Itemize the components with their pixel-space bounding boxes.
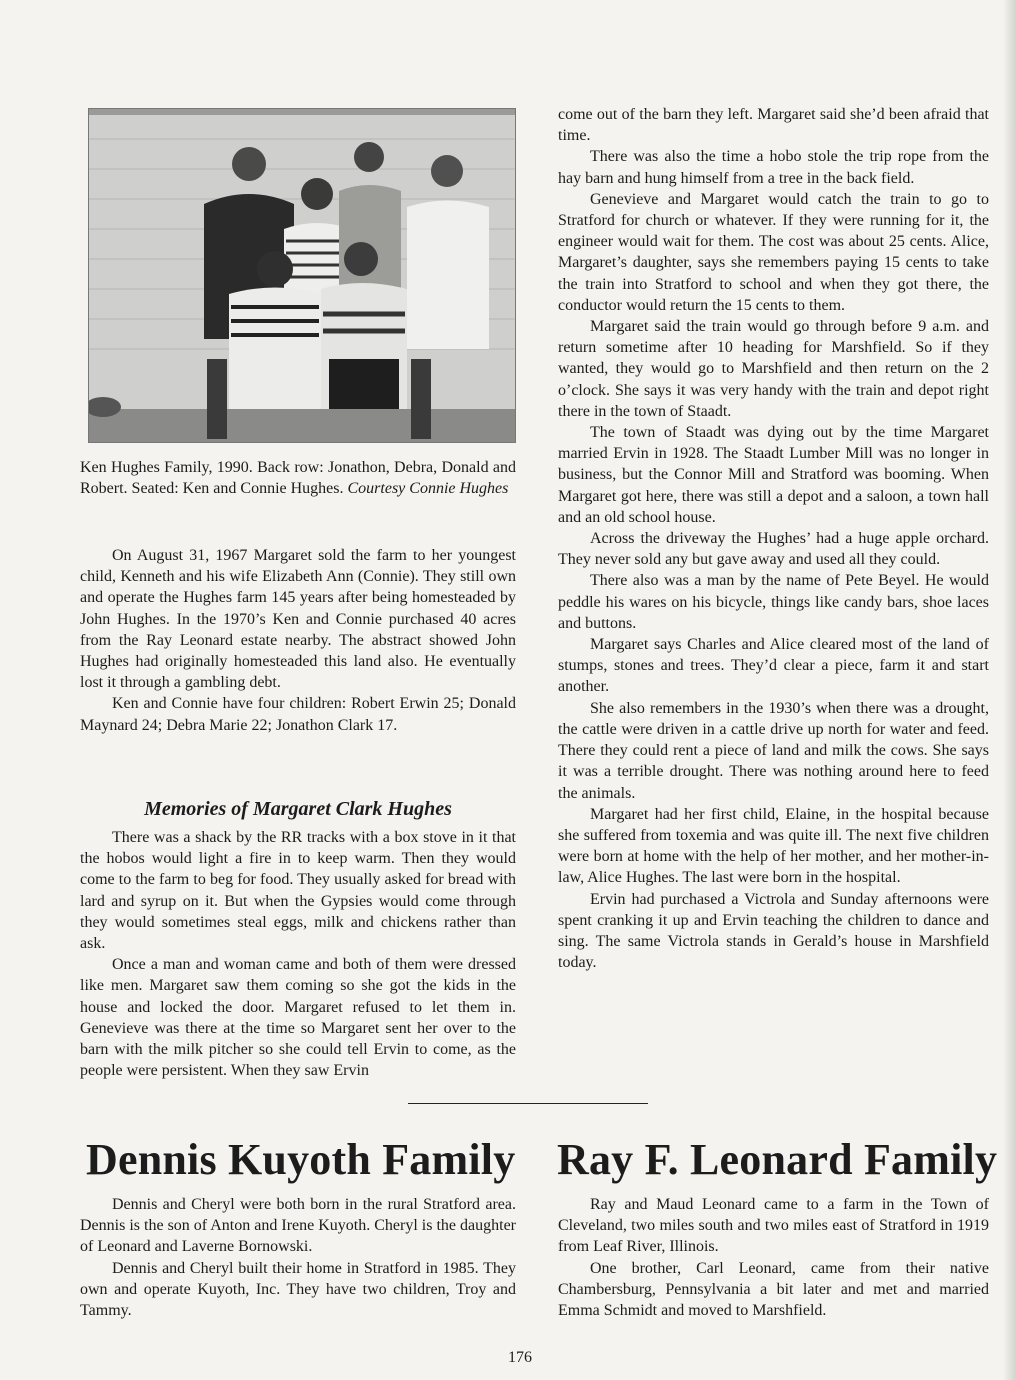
page-number: 176 [508,1349,532,1366]
paragraph: Dennis and Cheryl were both born in the rural Stratford area. Dennis is the son of Anton and Irene Kuyoth. Cheryl is the daughter of Leonard and Laverne Bornowski. [80,1196,516,1256]
caption-text: Ken Hughes Family, 1990. Back row: Jonathon, Debra, Donald and Robert. Seated: Ken and Connie Hughes. [80,459,516,498]
section-divider [408,1103,648,1104]
paragraph: Ervin had purchased a Victrola and Sunday afternoons were spent cranking it up and Ervin teaching the children to dance and sing. The same Victrola stands in Gerald’s house in Marshfield today. [558,890,989,972]
paragraph: come out of the barn they left. Margaret said she’d been afraid that time. [558,106,989,145]
paragraph: Across the driveway the Hughes’ had a huge apple orchard. They never sold any but gave away and used all they could. [558,530,989,569]
left-column-body [80,545,516,736]
memories-body [80,827,516,1081]
caption-credit: Courtesy Connie Hughes [347,480,509,498]
kuyoth-family-body [80,1194,516,1321]
paragraph: There also was a man by the name of Pete Beyel. He would peddle his wares on his bicycle, things like candy bars, shoe laces and buttons. [558,572,989,632]
paragraph: Margaret says Charles and Alice cleared most of the land of stumps, stones and trees. They’d clear a piece, farm it and start another. [558,636,989,696]
kuyoth-family-title: Dennis Kuyoth Family [86,1135,516,1184]
paragraph: Margaret had her first child, Elaine, in the hospital because she suffered from toxemia and was quite ill. The next five children were born at home with the help of her mother, and her mother-in-law, Alice Hughes. The last were born in the hospital. [558,805,989,887]
paragraph: She also remembers in the 1930’s when there was a drought, the cattle were driven in a cattle drive up north for water and feed. There they could rent a piece of land and milk the cows. She says it was a terrible drought. There was nothing around here to feed the animals. [558,699,989,802]
photo-caption [80,457,516,500]
leonard-family-body [558,1194,989,1321]
paragraph: Margaret said the train would go through before 9 a.m. and return sometime after 10 heading for Marshfield. So if they wanted, they would go to Marshfield and then return on the 2 o’clock. She says it was very handy with the train and depot right there in the town of Staadt. [558,318,989,420]
paragraph: Ray and Maud Leonard came to a farm in the Town of Cleveland, two miles south and two miles east of Stratford in 1919 from Leaf River, Illinois. [558,1196,989,1256]
paragraph: Genevieve and Margaret would catch the train to go to Stratford for church or whatever. If they were running for it, the engineer would wait for them. The cost was about 25 cents. Alice, Margaret’s daughter, says she remembers paying 15 cents to take the train into Stratford to school and when they got there, the conductor would return the 15 cents to them. [558,190,989,314]
family-photo [88,108,516,443]
family-photo-image [89,109,515,442]
paragraph: One brother, Carl Leonard, came from their native Chambersburg, Pennsylvania a bit later and met and married Emma Schmidt and moved to Marshfield. [558,1259,989,1320]
right-column-body [558,104,989,973]
paragraph: The town of Staadt was dying out by the time Margaret married Ervin in 1928. The Staadt Lumber Mill was no longer in business, but the Connor Mill and Stratford was booming. When Margaret got here, there was still a depot and a saloon, a town hall and an old school house. [558,424,989,526]
page-edge-shadow [1003,0,1015,1380]
paragraph: On August 31, 1967 Margaret sold the farm to her youngest child, Kenneth and his wife Elizabeth Ann (Connie). They still own and operate the Hughes farm 145 years after being homesteaded by John Hughes. In the 1970’s Ken and Connie purchased 40 acres from the Ray Leonard estate nearby. The abstract showed John Hughes had originally homesteaded this land also. He eventually lost it through a gambling debt. [80,547,516,692]
paragraph: There was a shack by the RR tracks with a box stove in it that the hobos would light a fire in to keep warm. Then they would come to the farm to beg for food. They usually asked for bread with lard and syrup on it. But when the Gypsies would come through they would sometimes steal eggs, milk and chickens rather than ask. [80,829,516,953]
paragraph: Once a man and woman came and both of them were dressed like men. Margaret saw them coming so she got the kids in the house and locked the door. Margaret refused to let them in. Genevieve was there at the time so Margaret sent her over to the barn with the milk pitcher so she could tell Ervin to come, as the people were persistent. When they saw Ervin [80,956,516,1080]
paragraph: There was also the time a hobo stole the trip rope from the hay barn and hung himself from a tree in the back field. [558,148,989,187]
paragraph: Ken and Connie have four children: Robert Erwin 25; Donald Maynard 24; Debra Marie 22; Jonathon Clark 17. [80,695,516,734]
leonard-family-title: Ray F. Leonard Family [557,1135,998,1184]
section-title-memories: Memories of Margaret Clark Hughes [144,798,452,820]
paragraph: Dennis and Cheryl built their home in Stratford in 1985. They own and operate Kuyoth, Inc. They have two children, Troy and Tammy. [80,1259,516,1320]
